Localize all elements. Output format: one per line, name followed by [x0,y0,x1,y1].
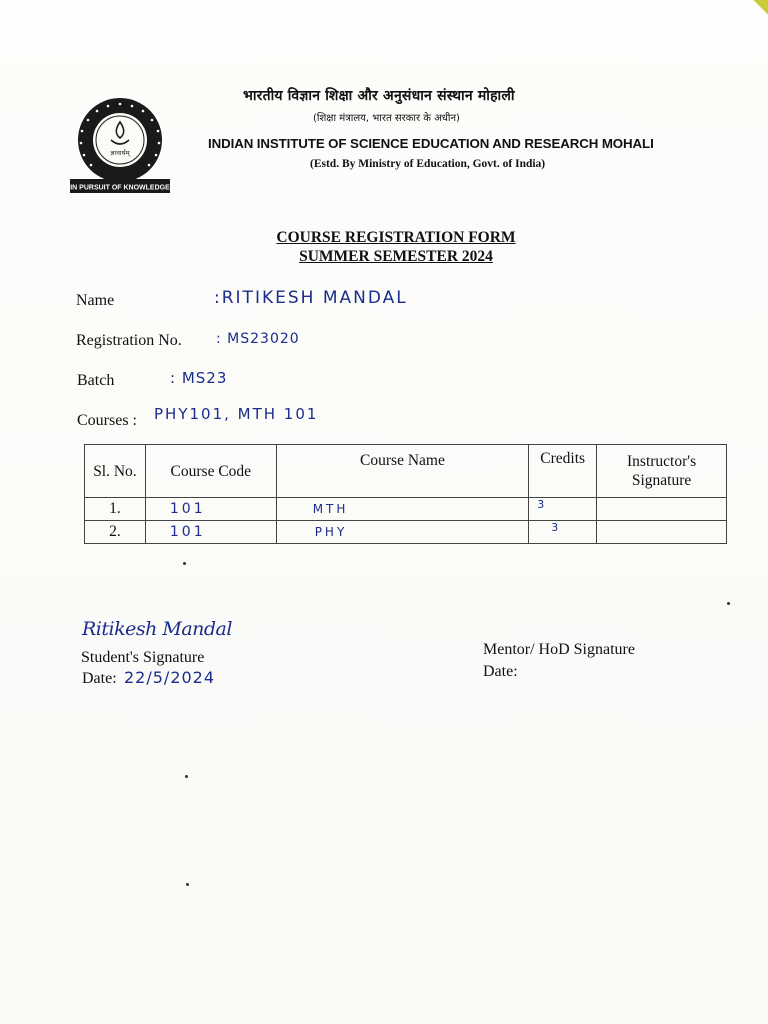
student-signature-label: Student's Signature [81,649,205,666]
paper-speck [185,775,188,778]
row-sl-no: 2. [85,521,146,544]
row-instructor-signature [597,521,727,544]
name-value: :RITIKESH MANDAL [214,288,408,308]
table-header-row [85,445,727,498]
student-date-value: 22/5/2024 [124,668,216,687]
mentor-date-label: Date: [483,663,518,680]
row-course-name: MTH [276,498,529,521]
ministry-hindi: (शिक्षा मंत्रालय, भारत सरकार के अधीन) [313,113,460,124]
col-header-course-code: Course Code [145,445,276,498]
course-table [84,444,727,544]
row-course-code: 101 [145,521,276,544]
batch-label: Batch [77,372,115,389]
logo-banner-text: IN PURSUIT OF KNOWLEDGE [70,184,170,192]
institute-logo [68,96,172,196]
mentor-signature-label: Mentor/ HoD Signature [483,641,635,658]
student-handwritten-signature: Ritikesh Mandal [82,618,232,640]
col-header-course-name: Course Name [276,445,529,498]
col-header-sl-no: Sl. No. [85,445,146,498]
page-corner-edge [750,0,768,18]
courses-label: Courses : [77,412,137,429]
logo-inner-text: ज्ञानार्थम् [110,149,130,157]
paper-speck [727,602,730,605]
institute-name-hindi: भारतीय विज्ञान शिक्षा और अनुसंधान संस्थान मोहाली [243,88,515,104]
institute-name: INDIAN INSTITUTE OF SCIENCE EDUCATION AND RESEARCH MOHALI [208,136,654,151]
col-header-instructor-signature: Instructor's Signature [597,445,727,498]
paper-speck [186,883,189,886]
row-credits: 3 [529,521,597,544]
row-credits: 3 [529,498,597,521]
student-date-label: Date: [82,670,117,687]
established-note: (Estd. By Ministry of Education, Govt. of India) [310,158,546,170]
form-title: COURSE REGISTRATION FORM [276,229,516,246]
row-sl-no: 1. [85,498,146,521]
batch-value: : MS23 [170,369,228,387]
name-label: Name [76,292,115,309]
row-course-code: 101 [145,498,276,521]
registration-value: : MS23020 [216,331,300,347]
paper-speck [183,562,186,565]
form-subtitle: SUMMER SEMESTER 2024 [299,248,493,265]
table-row [85,498,727,521]
registration-label: Registration No. [76,332,182,349]
courses-value: PHY101, MTH 101 [154,405,319,423]
col-header-credits: Credits [529,445,597,498]
row-course-name: PHY [276,521,529,544]
table-row [85,521,727,544]
row-instructor-signature [597,498,727,521]
